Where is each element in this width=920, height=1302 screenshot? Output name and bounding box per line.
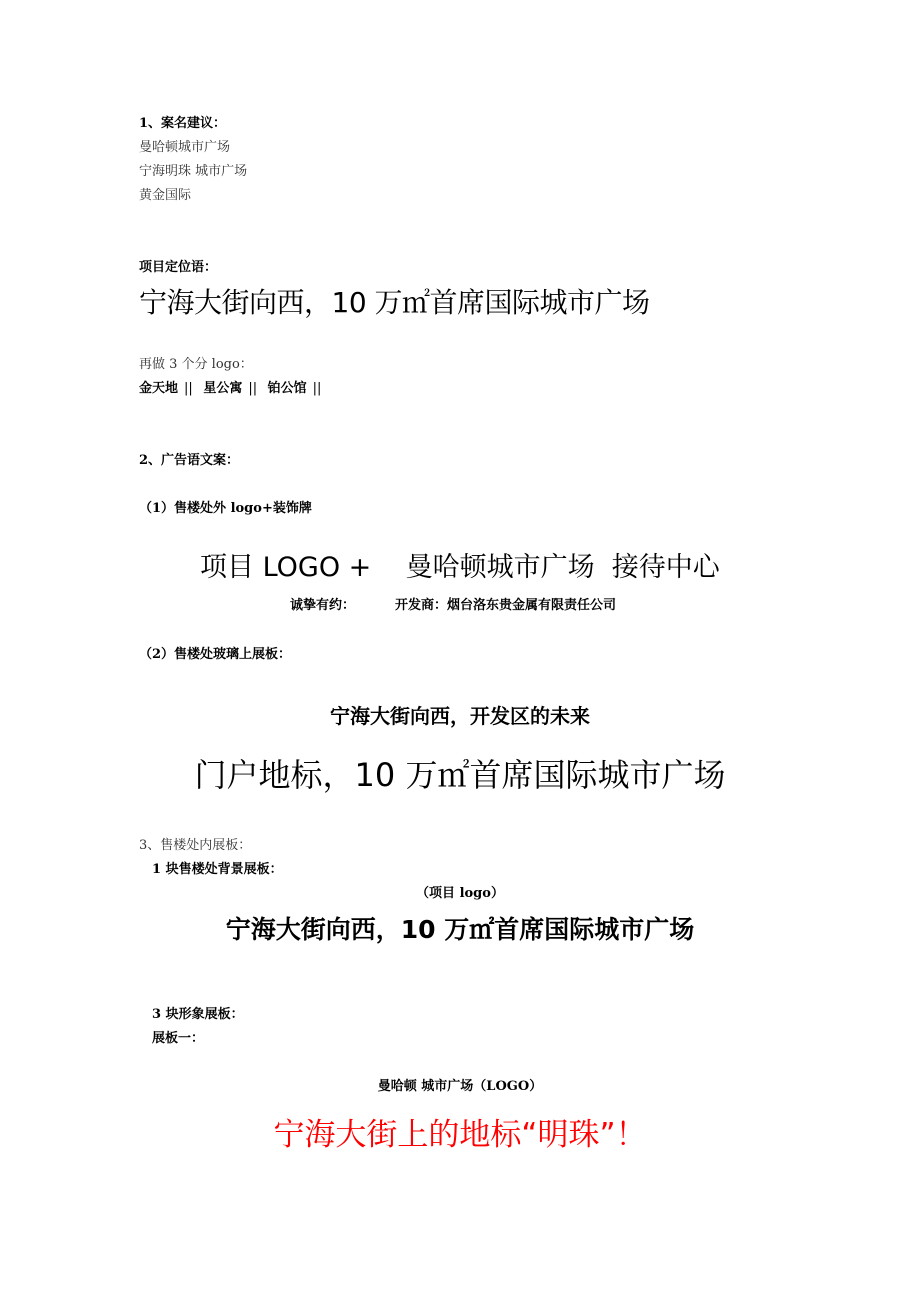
section3-heading: 3、售楼处内展板： [139, 838, 252, 853]
separator: || [312, 381, 322, 396]
image-boards-label: 3 块形象展板： [152, 1007, 244, 1022]
board1-label: 展板一： [152, 1031, 205, 1046]
positioning-label: 项目定位语： [139, 260, 218, 275]
name-option-3: 黄金国际 [139, 188, 192, 203]
sub-logo-list [139, 380, 327, 398]
invitation-text: 诚挚有约： [290, 598, 356, 613]
board1-slogan: 宁海大街上的地标“明珠”！ [273, 1117, 647, 1153]
entrance-sign-text: 项目 LOGO + 曼哈顿城市广场 接待中心 [200, 552, 720, 583]
background-board-slogan: 宁海大街向西，10 万㎡首席国际城市广场 [225, 915, 695, 944]
board1-logo-placeholder: 曼哈顿 城市广场（LOGO） [377, 1079, 543, 1094]
background-board-label: 1 块售楼处背景展板： [152, 862, 283, 877]
section2-heading: 2、广告语文案： [139, 453, 240, 468]
sub-logo-3: 铂公馆 [267, 381, 307, 396]
item1-label: （1）售楼处外 logo+装饰牌 [139, 501, 312, 516]
section1-heading: 1、案名建议： [139, 116, 227, 131]
glass-board-line2: 门户地标，10 万㎡首席国际城市广场 [194, 756, 726, 794]
sub-logo-1: 金天地 [139, 381, 179, 396]
positioning-slogan: 宁海大街向西，10 万㎡首席国际城市广场 [139, 286, 650, 319]
sub-logo-intro: 再做 3 个分 logo： [139, 357, 253, 372]
sub-logo-2: 星公寓 [203, 381, 243, 396]
separator: || [184, 381, 193, 396]
glass-board-line1: 宁海大街向西，开发区的未来 [330, 704, 590, 728]
separator: || [248, 381, 258, 396]
item2-label: （2）售楼处玻璃上展板： [139, 647, 292, 662]
name-option-1: 曼哈顿城市广场 [139, 140, 231, 155]
developer-text: 开发商：烟台洛东贵金属有限责任公司 [395, 598, 617, 613]
name-option-2: 宁海明珠 城市广场 [139, 164, 248, 179]
background-logo-placeholder: （项目 logo） [416, 886, 504, 901]
